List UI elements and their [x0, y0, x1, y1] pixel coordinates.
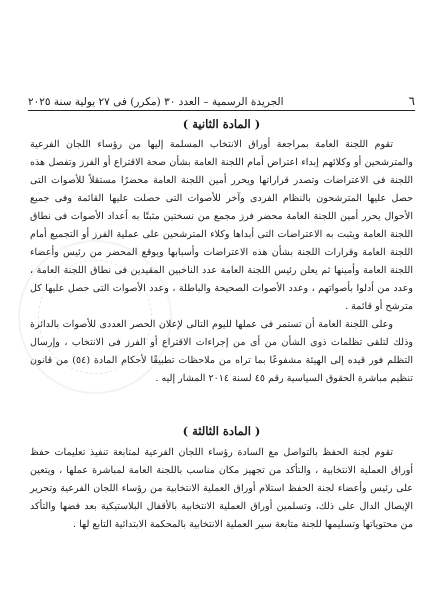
article-2-title: ( المادة الثانية ) — [182, 117, 261, 131]
article-3-paragraph-1: تقوم لجنة الحفظ بالتواصل مع السادة رؤساء اللجان الفرعية لمتابعة تنفيذ تعليمات حفظ أوراق العملية الانتخابية ، والتأكد من تجهيز مكان مناسب باللجنة العامة لمباشرة عملها ، ويتعين على رئيس وأعضاء لجنة الحفظ استلام أوراق العملية الانتخابية من رؤساء اللجان الفرعية وتحرير الإيصال الدال على ذلك، وتسلمين أوراق العملية الانتخابية بالأقفال البلاستيكية بعد فضها والتأكد من محتوياتها وتسليمها للجنة متابعة سير العملية الانتخابية بالمحكمة الابتدائية التابع لها . — [30, 447, 413, 530]
publication-title: الجريدة الرسمية – العدد ٣٠ (مكرر) فى ٢٧ يولية سنة ٢٠٢٥ — [28, 96, 284, 108]
article-2-paragraph-2: وعلى اللجنة العامة أن تستمر فى عملها لليوم التالى لإعلان الحصر العددى للأصوات بالدائرة وذلك لتلقى تظلمات ذوى الشأن من أى من إجراءات الاقتراع أو الفرز فى الانتخاب ، وإرسال التظلم فور قيده إلى الهيئة مشفوعًا بما تراه من ملاحظات تطبيقًا لأحكام المادة (٥٤) من قانون تنظيم مباشرة الحقوق السياسية رقم ٤٥ لسنة ٢٠١٤ المشار إليه . — [30, 319, 413, 384]
page-header — [28, 88, 415, 111]
article-2-paragraph-1: تقوم اللجنة العامة بمراجعة أوراق الانتخاب المسلمة إليها من رؤساء اللجان الفرعية والمترشحين أو وكلائهم إبداء اعتراض أمام اللجنة العامة بشأن صحة الاقتراع أو الفرز وتفصل هذه اللجنة فى الاعتراضات وتصدر قراراتها ويحرر أمين اللجنة العامة محضرًا مستقلاً للأصوات التى حصل عليها المترشحون بالنظام الفردى وآخر للأصوات التى حصلت عليها القائمة وفى جميع الأحوال يحرر أمين اللجنة العامة محضر فرز مجمع من نسختين مثبتًا به أعداد الأصوات فى نطاق اللجنة العامة ويثبت به الاعتراضات التى أبداها وكلاء المترشحين على عملية الفرز أو التجميع أمام اللجنة العامة وقرارات اللجنة بشأن هذه الاعتراضات وأسبابها ويوقع المحضر من رئيس وأعضاء اللجنة العامة وأمينها ثم يعلن رئيس اللجنة العامة عدد الناخبين المقيدين فى نطاق اللجنة العامة ، وعدد من أدلوا بأصواتهم ، وعدد الأصوات الصحيحة والباطلة ، وعدد الأصوات التى حصل عليها كل مترشح أو قائمة . — [30, 139, 413, 312]
article-3-body — [30, 444, 413, 534]
article-2-body — [30, 136, 413, 388]
side-watermark — [2, 300, 24, 590]
article-3-title: ( المادة الثالثة ) — [182, 424, 261, 438]
page-number: ٦ — [408, 94, 415, 108]
